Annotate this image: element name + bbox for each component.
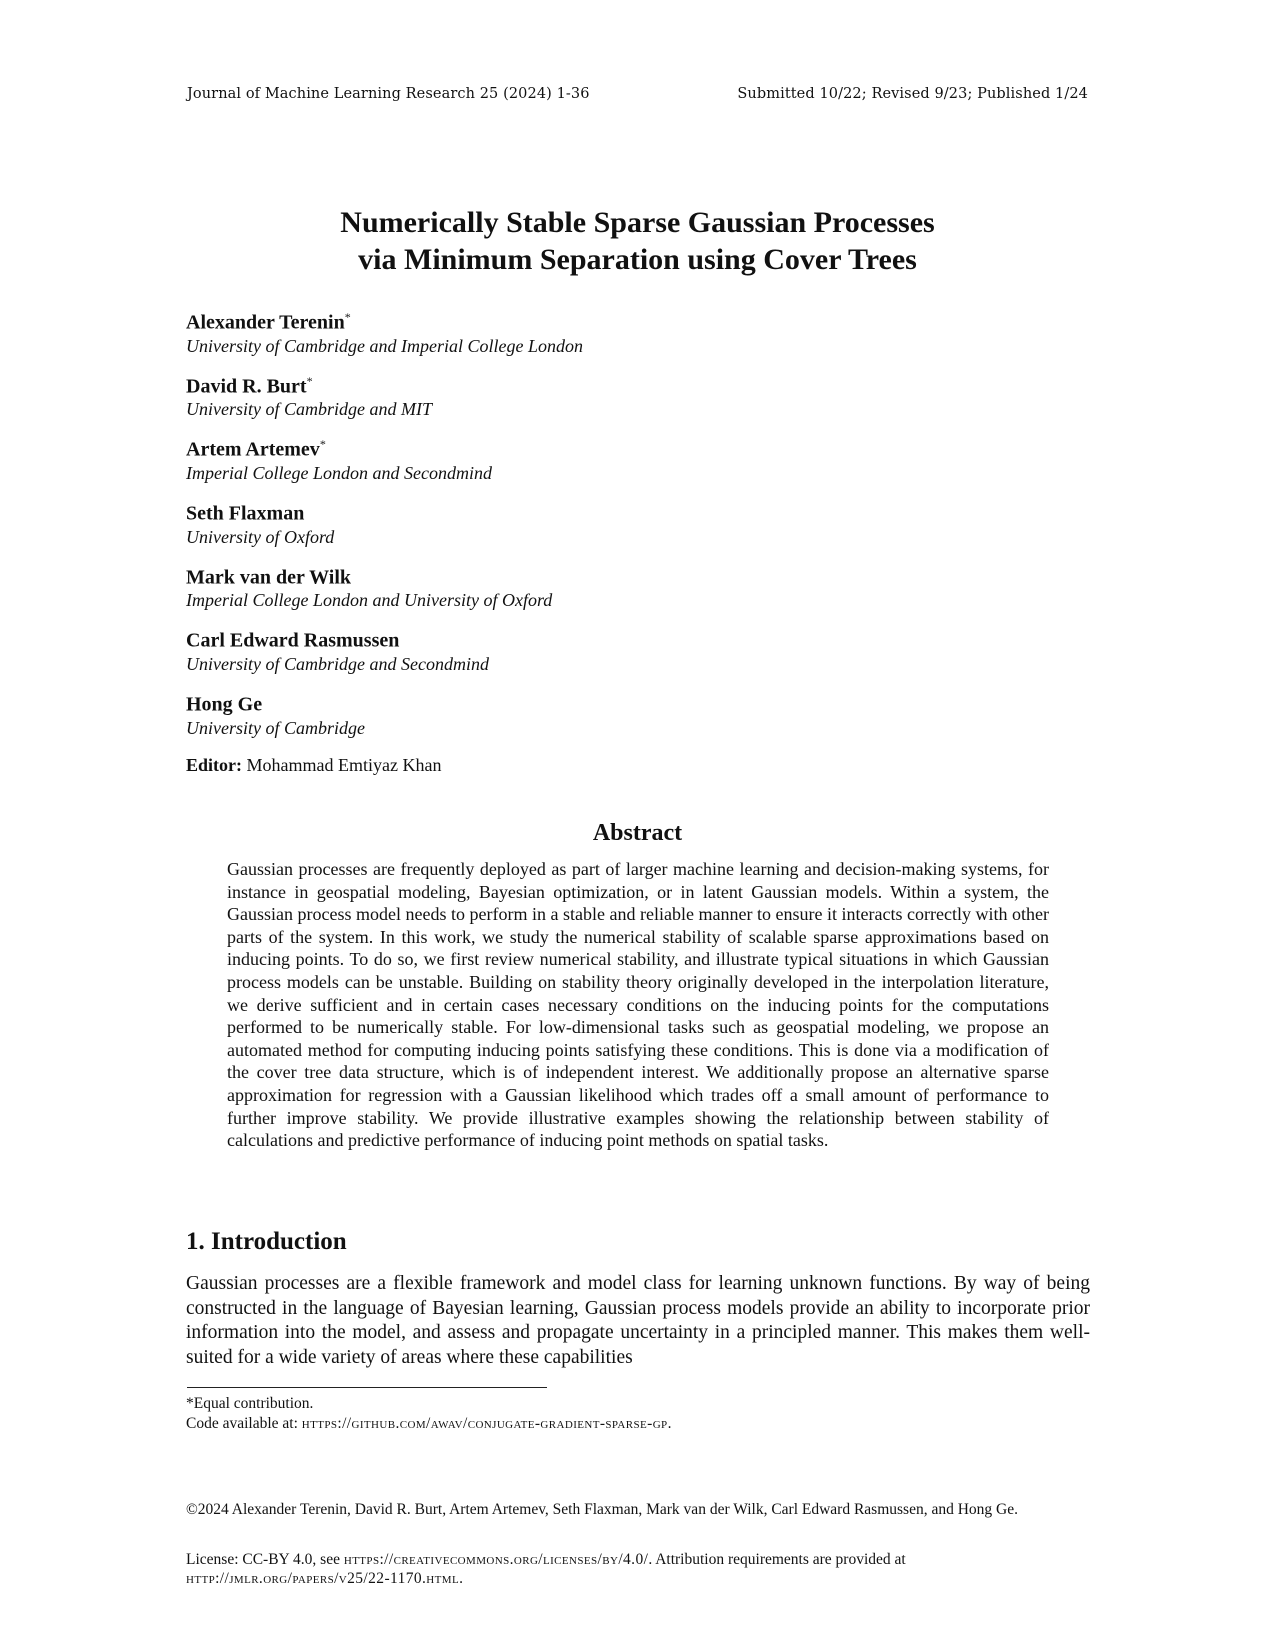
editor-name: Mohammad Emtiyaz Khan bbox=[246, 755, 442, 775]
author-name: David R. Burt bbox=[186, 375, 307, 398]
author-entry bbox=[186, 561, 583, 613]
submission-dates: Submitted 10/22; Revised 9/23; Published 1/24 bbox=[737, 86, 1088, 102]
author-name: Alexander Terenin bbox=[186, 311, 345, 334]
copyright-notice: ©2024 Alexander Terenin, David R. Burt, Artem Artemev, Seth Flaxman, Mark van der Wilk, Carl Edward Rasmussen, and Hong Ge. bbox=[186, 1501, 1018, 1518]
equal-contribution-mark: * bbox=[319, 437, 326, 452]
paper-title bbox=[0, 204, 1275, 278]
author-entry bbox=[186, 688, 583, 740]
author-affiliation: University of Cambridge and Imperial College London bbox=[186, 335, 583, 356]
author-affiliation: University of Cambridge and Secondmind bbox=[186, 653, 489, 674]
editor-label: Editor: bbox=[186, 755, 242, 775]
author-affiliation: Imperial College London and University of Oxford bbox=[186, 590, 553, 611]
author-affiliation: University of Oxford bbox=[186, 526, 335, 547]
author-list bbox=[186, 306, 583, 752]
footnotes bbox=[186, 1394, 1090, 1434]
license-middle: . Attribution requirements are provided at bbox=[648, 1551, 906, 1568]
introduction-text: Gaussian processes are a flexible framework and model class for learning unknown functions. By way of being constructed in the language of Bayesian learning, Gaussian process models provide an ability to incorporate prior information into the model, and assess and propagate uncertainty in a principled manner. This makes them well-suited for a wide variety of areas where these capabilities bbox=[186, 1273, 1090, 1368]
title-line-1: Numerically Stable Sparse Gaussian Processes bbox=[340, 206, 935, 239]
footnote-equal-contribution: *Equal contribution. bbox=[186, 1395, 314, 1412]
equal-contribution-mark: * bbox=[306, 373, 313, 388]
abstract-heading: Abstract bbox=[592, 820, 683, 846]
editor-line bbox=[186, 755, 441, 776]
author-name: Artem Artemev bbox=[186, 438, 320, 461]
license-notice bbox=[186, 1550, 1090, 1588]
author-affiliation: University of Cambridge and MIT bbox=[186, 399, 432, 420]
footnote-code bbox=[186, 1414, 1090, 1434]
author-affiliation: University of Cambridge bbox=[186, 717, 365, 738]
footnote-code-label: Code available at: bbox=[186, 1415, 302, 1432]
section-heading-introduction: 1. Introduction bbox=[186, 1228, 347, 1255]
author-name: Seth Flaxman bbox=[186, 502, 305, 525]
footnote-rule bbox=[187, 1387, 547, 1388]
license-suffix: . bbox=[459, 1570, 463, 1587]
author-entry bbox=[186, 624, 583, 676]
code-repository-link[interactable]: https://github.com/awav/conjugate-gradient-sparse-gp. bbox=[301, 1415, 672, 1432]
journal-citation: Journal of Machine Learning Research 25 (2024) 1-36 bbox=[187, 86, 590, 102]
license-link[interactable]: https://creativecommons.org/licenses/by/4.0/ bbox=[343, 1551, 649, 1568]
equal-contribution-mark: * bbox=[344, 310, 351, 324]
title-line-2: via Minimum Separation using Cover Trees bbox=[358, 243, 917, 276]
abstract-text: Gaussian processes are frequently deployed as part of larger machine learning and decision-making systems, for instance in geospatial modeling, Bayesian optimization, or in latent Gaussian models. Within a system, the Gaussian process model needs to perform in a stable and reliable manner to ensure it interacts correctly with other parts of the system. In this work, we study the numerical stability of scalable sparse approximations based on inducing points. To do so, we first review numerical stability, and illustrate typical situations in which Gaussian process models can be unstable. Building on stability theory originally developed in the interpolation literature, we derive sufficient and in certain cases necessary conditions on the inducing points for the computations performed to be numerically stable. For low-dimensional tasks such as geospatial modeling, we propose an automated method for computing inducing points satisfying these conditions. This is done via a modification of the cover tree data structure, which is of independent interest. We additionally propose an alternative sparse approximation for regression with a Gaussian likelihood which trades off a small amount of performance to further improve stability. We provide illustrative examples showing the relationship between stability of calculations and predictive performance of inducing point methods on spatial tasks. bbox=[227, 859, 1049, 1151]
author-name: Carl Edward Rasmussen bbox=[186, 629, 400, 652]
author-entry bbox=[186, 370, 583, 422]
author-affiliation: Imperial College London and Secondmind bbox=[186, 462, 492, 483]
author-name: Mark van der Wilk bbox=[186, 566, 352, 589]
author-name: Hong Ge bbox=[186, 693, 263, 716]
paper-page-link[interactable]: http://jmlr.org/papers/v25/22-1170.html bbox=[186, 1570, 460, 1587]
author-entry bbox=[186, 306, 583, 358]
author-entry bbox=[186, 433, 583, 485]
license-prefix: License: CC-BY 4.0, see bbox=[186, 1551, 344, 1568]
author-entry bbox=[186, 497, 583, 549]
running-head bbox=[187, 86, 1088, 102]
